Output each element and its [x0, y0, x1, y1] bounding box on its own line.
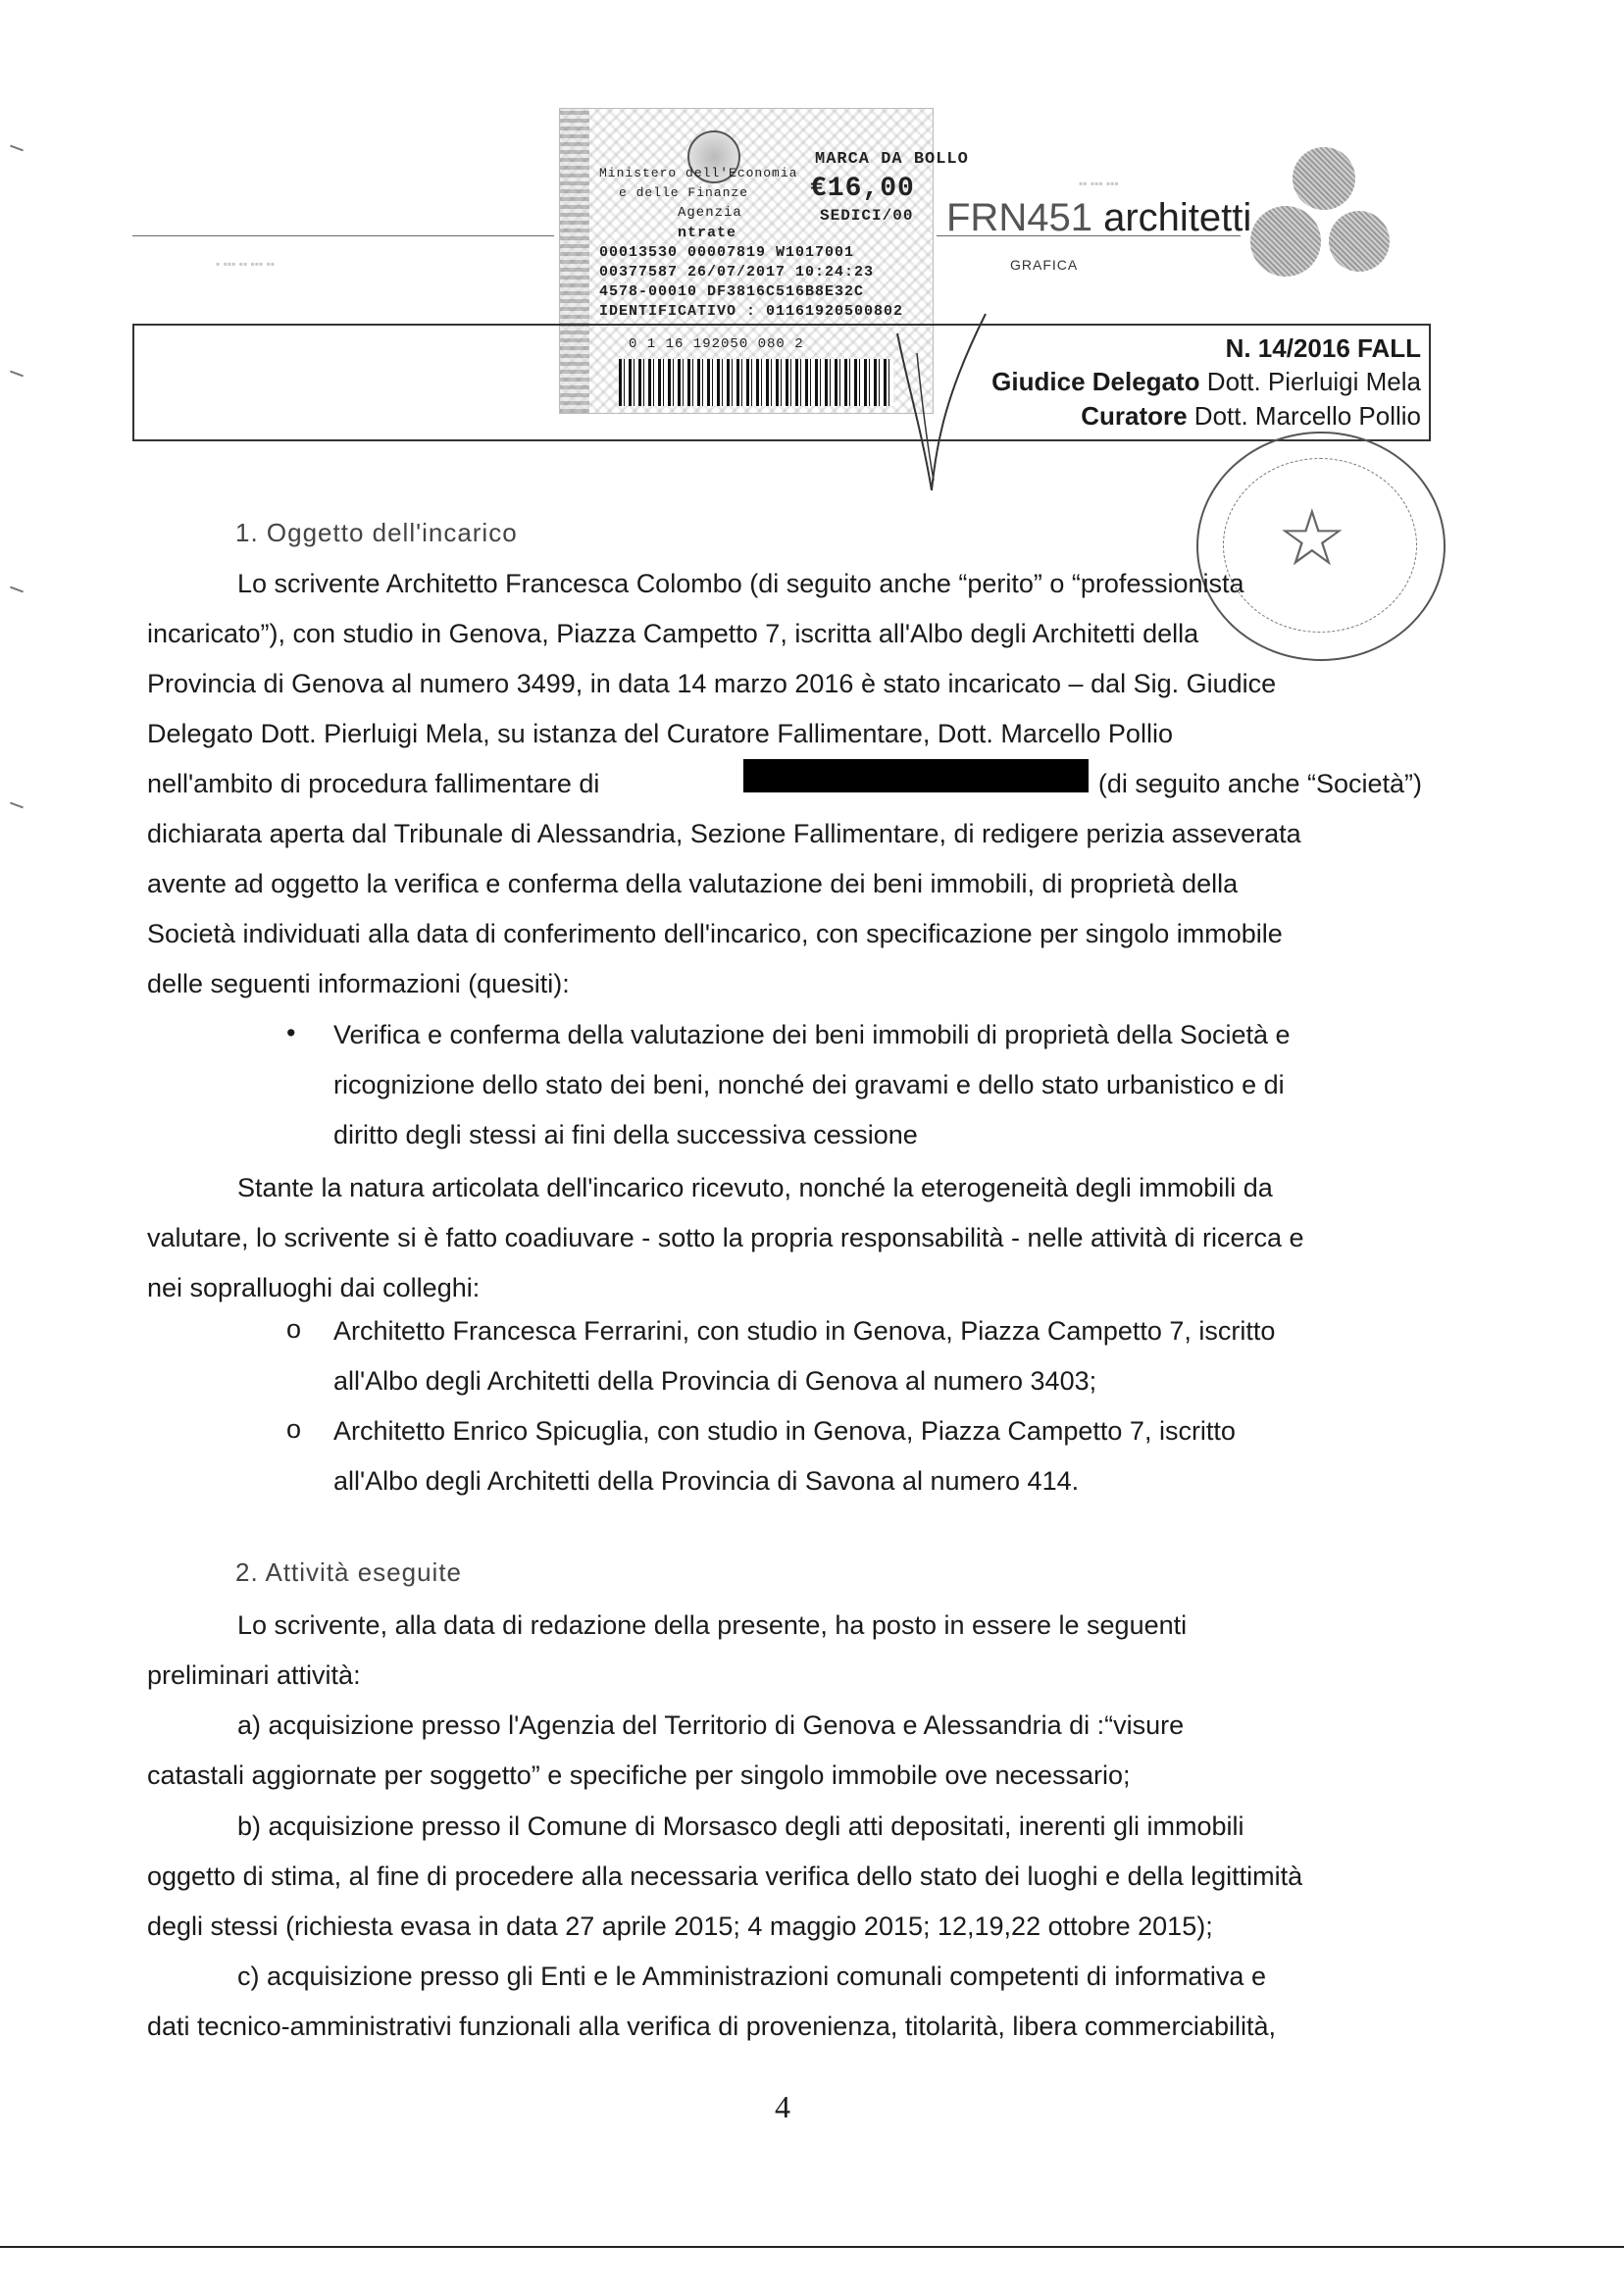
- list-marker: o: [286, 1314, 302, 1344]
- text-line: dati tecnico-amministrativi funzionali alla verifica di provenienza, titolarità, libera commerciabilità,: [147, 2012, 1276, 2041]
- logo-dot-icon: [1329, 211, 1390, 272]
- case-judge: Giudice Delegato Dott. Pierluigi Mela: [991, 367, 1421, 396]
- signature-mark: [888, 294, 995, 500]
- text-line: incaricato”), con studio in Genova, Piazza Campetto 7, iscritta all'Albo degli Architetti della: [147, 619, 1199, 648]
- activity-item-a: [147, 1701, 1422, 1801]
- text-line: Delegato Dott. Pierluigi Mela, su istanza del Curatore Fallimentare, Dott. Marcello Pollio: [147, 719, 1173, 748]
- activity-item-c: [147, 1952, 1422, 2052]
- stamp-datetime: 00377587 26/07/2017 10:24:23: [599, 264, 875, 280]
- text-line: [147, 759, 1422, 809]
- text-line: Lo scrivente, alla data di redazione della presente, ha posto in essere le seguenti: [237, 1610, 1188, 1640]
- brand-prefix: FRN451: [946, 196, 1092, 239]
- text-line: oggetto di stima, al fine di procedere alla necessaria verifica dello stato dei luoghi e della legittimità: [147, 1861, 1303, 1891]
- text-fragment: (di seguito anche “Società”): [1097, 769, 1422, 798]
- case-curator: Curatore Dott. Marcello Pollio: [1081, 401, 1421, 431]
- text-line: valutare, lo scrivente si è fatto coadiuvare - sotto la propria responsabilità - nelle attività di ricerca e: [147, 1223, 1304, 1252]
- text-line: nei sopralluoghi dai colleghi:: [147, 1273, 481, 1302]
- brand-logo-text: [946, 196, 1251, 240]
- bullet-marker: •: [286, 1018, 296, 1047]
- text-line: dichiarata aperta dal Tribunale di Alessandria, Sezione Fallimentare, di redigere perizia asseverata: [147, 819, 1301, 848]
- stamp-amount-words: SEDICI/00: [820, 207, 914, 225]
- text-line: Stante la natura articolata dell'incarico ricevuto, nonché la eterogeneità degli immobili da: [237, 1173, 1273, 1202]
- text-line: Architetto Enrico Spicuglia, con studio in Genova, Piazza Campetto 7, iscritto: [333, 1416, 1236, 1446]
- brand-suffix: architetti: [1103, 196, 1252, 239]
- text-line: diritto degli stessi ai fini della successiva cessione: [333, 1120, 918, 1149]
- margin-mark: [10, 802, 24, 809]
- text-line: avente ad oggetto la verifica e conferma della valutazione dei beni immobili, di proprietà della: [147, 869, 1239, 898]
- stamp-code: 00013530 00007819 W1017001: [599, 244, 855, 261]
- redacted-name: [743, 759, 1089, 792]
- page-number: 4: [775, 2089, 790, 2124]
- colleague-item: [333, 1406, 1422, 1506]
- faint-scan-mark: ▪▪ ▪▪▪ ▪▪▪: [1079, 177, 1119, 190]
- text-line: c) acquisizione presso gli Enti e le Amministrazioni comunali competenti di informativa e: [237, 1962, 1266, 1991]
- case-number: N. 14/2016 FALL: [1225, 333, 1421, 363]
- stamp-barcode-number: 0 1 16 192050 080 2: [629, 336, 804, 352]
- text-line: catastali aggiornate per soggetto” e specifiche per singolo immobile ove necessario;: [147, 1760, 1131, 1790]
- stamp-amount: €16,00: [810, 174, 915, 204]
- text-line: delle seguenti informazioni (quesiti):: [147, 969, 570, 998]
- list-marker: o: [286, 1414, 302, 1444]
- section-heading-2: 2. Attività eseguite: [235, 1557, 463, 1587]
- header-rule-left: [132, 235, 554, 236]
- paragraph-attivita: [147, 1601, 1422, 1701]
- text-line: all'Albo degli Architetti della Provincia di Genova al numero 3403;: [333, 1366, 1097, 1396]
- text-line: b) acquisizione presso il Comune di Morsasco degli atti depositati, inerenti gli immobili: [237, 1811, 1244, 1841]
- activity-item-b: [147, 1802, 1422, 1952]
- section-heading-1: 1. Oggetto dell'incarico: [235, 518, 518, 547]
- case-header-box: [132, 324, 1431, 441]
- stamp-agency-2: ntrate: [678, 225, 737, 241]
- text-line: Architetto Francesca Ferrarini, con studio in Genova, Piazza Campetto 7, iscritto: [333, 1316, 1276, 1346]
- text-line: preliminari attività:: [147, 1660, 361, 1690]
- seal-star-icon: ☆: [1277, 494, 1347, 582]
- margin-mark: [10, 145, 24, 152]
- brand-sub: GRAFICA: [1010, 257, 1079, 273]
- text-line: Lo scrivente Architetto Francesca Colombo (di seguito anche “perito” o “professionista: [237, 569, 1244, 598]
- stamp-agency: Agenzia: [678, 205, 742, 221]
- margin-mark: [10, 371, 24, 378]
- logo-dot-icon: [1293, 147, 1355, 210]
- paragraph-colleghi: [147, 1163, 1422, 1313]
- stamp-hash: 4578-00010 DF3816C516B8E32C: [599, 283, 865, 300]
- stamp-ministry: Ministero dell'Economia: [599, 166, 798, 180]
- stamp-title: MARCA DA BOLLO: [815, 150, 969, 169]
- margin-mark: [10, 586, 24, 593]
- text-fragment: nell'ambito di procedura fallimentare di: [147, 769, 600, 798]
- text-line: Provincia di Genova al numero 3499, in data 14 marzo 2016 è stato incaricato – dal Sig. Giudice: [147, 669, 1277, 698]
- text-line: ricognizione dello stato dei beni, nonché dei gravami e dello stato urbanistico e di: [333, 1070, 1285, 1099]
- faint-scan-mark: ▪ ▪▪▪ ▪▪ ▪▪▪ ▪▪: [216, 257, 276, 271]
- logo-dot-icon: [1250, 206, 1321, 277]
- stamp-ministry-2: e delle Finanze: [619, 185, 749, 200]
- text-line: Società individuati alla data di conferimento dell'incarico, con specificazione per singolo immobile: [147, 919, 1283, 948]
- text-line: Verifica e conferma della valutazione dei beni immobili di proprietà della Società e: [333, 1020, 1291, 1049]
- text-line: degli stessi (richiesta evasa in data 27 aprile 2015; 4 maggio 2015; 12,19,22 ottobre 2015);: [147, 1912, 1213, 1941]
- text-line: all'Albo degli Architetti della Provincia di Savona al numero 414.: [333, 1466, 1080, 1496]
- colleague-item: [333, 1306, 1422, 1406]
- bullet-item: [333, 1010, 1422, 1160]
- text-line: a) acquisizione presso l'Agenzia del Territorio di Genova e Alessandria di :“visure: [237, 1710, 1185, 1740]
- stamp-identifier: IDENTIFICATIVO : 01161920500802: [599, 303, 904, 320]
- footer-rule: [0, 2246, 1624, 2248]
- paragraph-oggetto: [147, 559, 1422, 1009]
